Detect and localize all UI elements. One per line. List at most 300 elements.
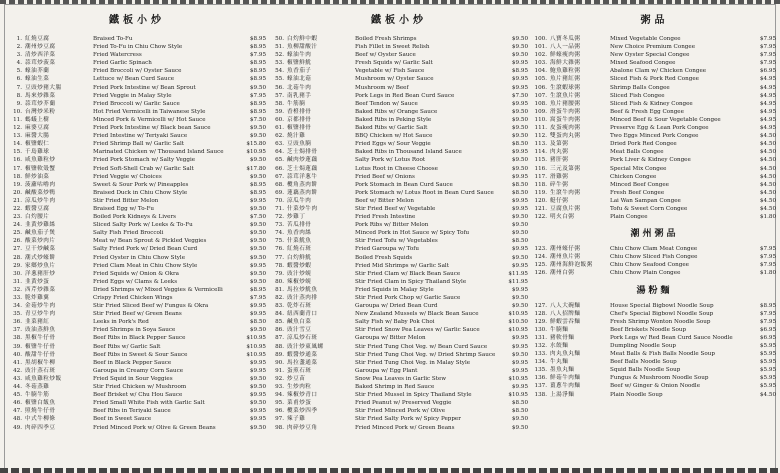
menu-item-price: $9.95: [511, 173, 528, 180]
menu-item-chinese-name: 生滾蝦球粥: [550, 84, 581, 91]
menu-item-chinese-name: 黑椒牛仔骨: [25, 335, 56, 342]
menu-item-english-name: Stir Fried Salty Pork w/ Spicy Pepper: [355, 416, 461, 423]
menu-item-chinese-name: 馬來炒雜菜: [25, 92, 56, 99]
menu-item-chinese-name: 馬拉盞通菜: [287, 359, 318, 366]
menu-item-row: [8, 75, 266, 83]
menu-item-chinese-name: 鮮菇牛肉麵: [550, 375, 581, 382]
menu-item-chinese-name: 鹹魚茄子煲: [25, 230, 56, 237]
menu-item-english-name: New Oyster Special Congee: [610, 52, 690, 59]
menu-item-english-name: Stir Fried Tofu w/ Vegetables: [355, 238, 438, 245]
menu-item-chinese-name: 蝦醬豆腐: [25, 205, 50, 212]
menu-item-row: [8, 140, 266, 148]
menu-item-number: 19.: [13, 181, 22, 188]
menu-item-number: 75.: [275, 238, 284, 245]
menu-item-price: $9.50: [249, 424, 266, 431]
menu-item-price: $10.95: [246, 351, 266, 358]
menu-item-number: 42.: [13, 367, 22, 374]
menu-item-row: [533, 140, 776, 148]
menu-item-number: 121.: [534, 205, 547, 212]
menu-item-row: [533, 358, 776, 366]
menu-item-english-name: Salty Fish Fried Broccoli: [93, 230, 164, 237]
menu-item-price: $9.95: [249, 392, 266, 399]
menu-item-price: $9.50: [249, 246, 266, 253]
menu-item-chinese-name: 墨魚丸麵: [550, 367, 575, 374]
menu-item-row: [533, 35, 776, 43]
menu-item-price: $8.50: [511, 181, 528, 188]
menu-item-number: 38.: [13, 335, 22, 342]
menu-item-chinese-name: 南乳豬手: [287, 92, 312, 99]
menu-item-row: [270, 173, 528, 181]
menu-item-english-name: Beef Brisket w/ Chu Hou Sauce: [93, 392, 183, 399]
menu-item-chinese-name: 豆豉炒豬大腸: [25, 84, 62, 91]
menu-item-row: [533, 156, 776, 164]
menu-item-price: $9.50: [511, 214, 528, 221]
menu-item-row: [8, 100, 266, 108]
menu-item-row: [533, 132, 776, 140]
menu-item-number: 80.: [275, 278, 284, 285]
menu-item-row: [8, 213, 266, 221]
menu-item-english-name: Stir Fried Beef w/ Vegetable: [355, 205, 436, 212]
menu-item-chinese-name: 豆腐魚片粥: [550, 205, 581, 212]
menu-item-chinese-name: 洋葱豬肝炒: [25, 270, 56, 277]
menu-item-row: [8, 92, 266, 100]
menu-item-number: 4.: [16, 60, 22, 67]
menu-item-price: $9.95: [511, 84, 528, 91]
menu-item-price: $10.95: [246, 149, 266, 156]
menu-item-row: [533, 382, 776, 390]
menu-item-number: 120.: [534, 197, 547, 204]
menu-item-row: [270, 197, 528, 205]
menu-item-chinese-name: 魚柳甜酸汁: [287, 44, 318, 51]
menu-item-english-name: BBQ Chicken w/ Hot Sauce: [355, 133, 433, 140]
menu-item-number: 16.: [13, 157, 22, 164]
menu-item-price: $1.80: [759, 214, 776, 221]
menu-item-number: 29.: [13, 262, 22, 269]
menu-item-chinese-name: 潮州蠔仔粥: [550, 246, 581, 253]
menu-item-chinese-name: 紅燒石斑: [287, 246, 312, 253]
menu-item-number: 118.: [534, 181, 547, 188]
menu-item-price: $8.95: [249, 76, 266, 83]
menu-item-row: [270, 221, 528, 229]
menu-item-number: 30.: [13, 270, 22, 277]
menu-item-english-name: Baked Ribs in Peking Style: [355, 116, 432, 123]
menu-item-row: [8, 343, 266, 351]
menu-item-number: 65.: [275, 157, 284, 164]
menu-item-chinese-name: 蒜茸炒菠菜: [25, 60, 56, 67]
menu-item-row: [8, 367, 266, 375]
menu-item-number: 102.: [534, 52, 547, 59]
menu-item-number: 52.: [275, 52, 284, 59]
section-title-congee: 粥品: [640, 15, 669, 26]
menu-item-number: 44.: [13, 384, 22, 391]
menu-item-number: 114.: [534, 149, 547, 156]
menu-item-row: [8, 67, 266, 75]
menu-item-price: $8.95: [249, 44, 266, 51]
menu-item-chinese-name: 肉丸魚丸麵: [550, 351, 581, 358]
menu-item-number: 51.: [275, 44, 284, 51]
menu-item-price: $7.95: [249, 92, 266, 99]
menu-item-english-name: Beef in Sweet Sauce: [93, 416, 152, 423]
menu-item-number: 14.: [13, 141, 22, 148]
menu-item-english-name: Beef Ribs in Teriyaki Sauce: [93, 408, 171, 415]
menu-item-english-name: Fresh Squids w/ Garlic Salt: [355, 60, 433, 67]
menu-item-price: $10.95: [508, 375, 528, 382]
menu-item-number: 15.: [13, 149, 22, 156]
menu-item-number: 116.: [534, 165, 547, 172]
menu-item-row: [270, 351, 528, 359]
menu-item-number: 87.: [275, 335, 284, 342]
menu-item-number: 84.: [275, 311, 284, 318]
menu-item-english-name: Pork Legs w/ Red Bean Curd Sauce Noodle: [610, 334, 733, 341]
menu-item-english-name: Meat Balls Congee: [610, 149, 664, 156]
menu-item-chinese-name: 炒雞丁: [287, 214, 306, 221]
menu-item-number: 81.: [275, 286, 284, 293]
menu-item-chinese-name: 碎牛粥: [550, 181, 569, 188]
menu-item-english-name: Chicken Congee: [610, 173, 657, 180]
menu-item-english-name: Fried Veggie in Malay Style: [93, 92, 172, 99]
menu-item-row: [270, 124, 528, 132]
menu-item-price: $7.95: [759, 262, 776, 269]
menu-item-number: 123.: [534, 246, 547, 253]
menu-item-price: $7.95: [759, 44, 776, 51]
menu-item-english-name: Garoupa w/ Bitter Melon: [355, 335, 426, 342]
menu-item-english-name: Sliced Fish & Kidney Congee: [610, 100, 693, 107]
menu-item-price: $4.50: [759, 141, 776, 148]
menu-item-english-name: Meat w/ Bean Sprout & Pickled Veggies: [93, 238, 207, 245]
menu-item-row: [270, 84, 528, 92]
menu-item-english-name: Hot Fried Vermicelli in Taiwanese Style: [93, 108, 206, 115]
menu-item-number: 108.: [534, 100, 547, 107]
menu-item-row: [270, 326, 528, 334]
menu-item-number: 95.: [275, 400, 284, 407]
menu-item-english-name: Minced Beef & Sour Vegetable Congee: [610, 116, 721, 123]
menu-item-price: $9.95: [511, 367, 528, 374]
menu-item-number: 98.: [275, 424, 284, 431]
menu-item-english-name: Mixed Seafood Congee: [610, 60, 676, 67]
menu-item-number: 74.: [275, 230, 284, 237]
menu-item-english-name: Fried Oyster in Chiu Chow Style: [93, 254, 186, 261]
menu-item-price: $9.95: [511, 384, 528, 391]
menu-item-row: [533, 366, 776, 374]
menu-item-row: [270, 51, 528, 59]
menu-item-number: 97.: [275, 416, 284, 423]
menu-item-english-name: Beef w/ Oyster Sauce: [355, 52, 416, 59]
menu-item-number: 18.: [13, 173, 22, 180]
menu-item-english-name: Plain Noodle Soup: [610, 391, 663, 398]
menu-item-chinese-name: 白灼鮮魷: [287, 254, 312, 261]
menu-item-price: $9.95: [511, 286, 528, 293]
menu-item-chinese-name: 生滾牛肉粥: [550, 189, 581, 196]
menu-item-english-name: Stir Fried Snow Pea Leaves w/ Garlic Sauce: [355, 327, 480, 334]
menu-item-chinese-name: 脆炸雞翼: [25, 295, 50, 301]
menu-item-english-name: Mushroom w/ Beef: [355, 84, 409, 91]
menu-item-price: $4.50: [759, 197, 776, 204]
menu-item-row: [533, 165, 776, 173]
menu-item-chinese-name: 明火白粥: [550, 214, 575, 221]
menu-item-price: $4.50: [759, 157, 776, 164]
menu-item-number: 66.: [275, 165, 284, 172]
menu-item-chinese-name: 豆豉魚腩: [287, 141, 312, 148]
menu-item-number: 93.: [275, 384, 284, 391]
menu-item-english-name: Boiled Pork Kidneys & Livers: [93, 214, 177, 221]
menu-item-english-name: Chef's Special Bigbowl Noodle Soup: [610, 310, 714, 317]
menu-item-english-name: Two Eggs Minced Pork Congee: [610, 133, 699, 140]
menu-item-price: $9.95: [511, 100, 528, 107]
menu-item-chinese-name: 豉汁蒸石斑: [25, 367, 56, 374]
menu-item-english-name: Shrimp Balls Congee: [610, 84, 670, 91]
menu-item-price: $10.95: [508, 327, 528, 334]
menu-item-english-name: Marinated Chicken w/ Thousand Island Sauce: [93, 149, 224, 156]
menu-item-chinese-name: 蒜茸洋葱牛: [287, 173, 318, 180]
menu-item-english-name: Snow Pea Leaves in Garlic Stew: [355, 375, 447, 382]
menu-item-chinese-name: 三元及第粥: [550, 165, 581, 172]
menu-item-row: [533, 334, 776, 342]
menu-item-row: [8, 278, 266, 286]
menu-item-english-name: Pork Legs in Red Bean Curd Sauce: [355, 92, 455, 99]
menu-item-price: $5.95: [759, 359, 776, 366]
menu-item-row: [8, 35, 266, 43]
menu-item-price: $9.50: [511, 116, 528, 123]
menu-item-chinese-name: 椒鹽牛仔骨: [25, 343, 56, 350]
menu-item-english-name: Fried Eggs w/ Sour Veggie: [355, 141, 431, 148]
menu-item-price: $8.50: [511, 238, 528, 245]
menu-item-english-name: Baked Shrimp in Red Sauce: [355, 384, 435, 391]
menu-item-english-name: Garoupa w/ Dried Bean Curd: [355, 303, 438, 310]
menu-item-row: [533, 116, 776, 124]
menu-item-english-name: Sweet & Sour Pork w/ Pineapples: [93, 181, 189, 188]
menu-item-chinese-name: 鮮蠔瘦肉粥: [550, 52, 581, 59]
menu-item-number: 109.: [534, 108, 547, 115]
menu-item-chinese-name: 炒豆苗: [287, 375, 306, 382]
menu-item-chinese-name: 滑雞粥: [550, 173, 569, 180]
menu-item-price: $8.50: [511, 408, 528, 415]
menu-item-number: 12.: [13, 125, 22, 132]
menu-item-row: [533, 342, 776, 350]
menu-item-number: 133.: [534, 351, 547, 358]
menu-item-chinese-name: 八人招牌麵: [550, 310, 581, 317]
menu-item-row: [270, 424, 528, 432]
menu-item-price: $9.50: [249, 125, 266, 132]
menu-item-number: 8.: [16, 92, 22, 99]
menu-item-price: $17.80: [246, 165, 266, 172]
menu-item-number: 26.: [13, 238, 22, 245]
menu-item-number: 69.: [275, 189, 284, 196]
menu-item-price: $9.50: [511, 165, 528, 172]
menu-item-chinese-name: 什菜炒牛肉: [287, 205, 318, 212]
menu-item-chinese-name: 鹹肉炒蓮藕: [287, 157, 318, 164]
menu-item-price: $8.50: [511, 400, 528, 407]
menu-item-english-name: Fried Shrimps in Soya Sauce: [93, 327, 176, 334]
menu-item-chinese-name: 鮑魚雞粒粥: [550, 68, 581, 75]
menu-item-number: 20.: [13, 189, 22, 196]
menu-item-row: [8, 148, 266, 156]
menu-item-number: 82.: [275, 295, 284, 301]
menu-item-chinese-name: 豬肝粥: [550, 157, 569, 164]
menu-item-row: [8, 229, 266, 237]
menu-item-price: $7.95: [249, 52, 266, 59]
menu-item-row: [8, 189, 266, 197]
menu-item-chinese-name: 窩蛋牛肉粥: [550, 116, 581, 123]
menu-item-english-name: Fried Mid Shrimps w/ Garlic Salt: [355, 262, 449, 269]
menu-item-number: 126.: [534, 270, 547, 277]
menu-item-price: $4.95: [759, 116, 776, 123]
menu-item-number: 129.: [534, 318, 547, 325]
menu-item-price: $9.50: [249, 84, 266, 91]
menu-item-english-name: Mushroom w/ Oyster Sauce: [355, 76, 434, 83]
menu-item-chinese-name: 魚香茄子: [287, 68, 312, 75]
menu-item-row: [8, 391, 266, 399]
menu-item-price: $5.95: [759, 343, 776, 349]
menu-item-row: [270, 67, 528, 75]
menu-item-number: 124.: [534, 254, 547, 261]
menu-item-english-name: Pork Ribs w/ Bitter Melon: [355, 222, 429, 229]
menu-item-chinese-name: 海鮮大雜粥: [550, 60, 581, 67]
menu-item-english-name: Stir Fried Tung Choi Veg. w/ Bean Curd Sauce: [355, 343, 488, 350]
bottom-border-stripe: [0, 468, 780, 473]
menu-item-price: $9.95: [249, 303, 266, 310]
menu-item-english-name: Lettuce w/ Bean Curd Sauce: [93, 76, 175, 83]
menu-item-price: $4.50: [759, 165, 776, 172]
menu-item-number: 24.: [13, 222, 22, 229]
menu-item-price: $9.50: [249, 157, 266, 164]
menu-item-chinese-name: 蝦醬炒蝦: [287, 262, 312, 269]
menu-item-chinese-name: 及第粥: [550, 141, 569, 148]
menu-item-number: 71.: [275, 205, 284, 212]
menu-item-price: $9.95: [249, 367, 266, 374]
menu-item-english-name: Squid Balls Noodle Soup: [610, 367, 681, 374]
menu-item-number: 10.: [13, 108, 22, 115]
menu-item-price: $7.95: [759, 246, 776, 253]
menu-item-price: $5.95: [759, 367, 776, 374]
menu-item-chinese-name: 肉碎四季豆: [25, 424, 56, 431]
menu-item-number: 127.: [534, 302, 547, 309]
menu-item-row: [270, 116, 528, 124]
menu-item-row: [270, 237, 528, 245]
menu-item-chinese-name: 八寶冬瓜粥: [550, 36, 581, 42]
menu-item-number: 88.: [275, 343, 284, 350]
menu-item-row: [270, 391, 528, 399]
menu-item-number: 62.: [275, 133, 284, 140]
menu-item-price: $4.95: [759, 76, 776, 83]
menu-item-chinese-name: 鮮炒油菜: [25, 173, 50, 180]
menu-item-english-name: Stir Fried Beef w/ Green Beans: [93, 311, 182, 318]
menu-item-price: $6.95: [759, 326, 776, 333]
menu-item-english-name: Lotus Root in Cheese Choose: [355, 165, 438, 172]
menu-item-price: $4.50: [759, 205, 776, 212]
menu-item-row: [270, 375, 528, 383]
menu-item-english-name: Minced Pork in Hot Sauce w/ Spicy Tofu: [355, 230, 470, 237]
menu-item-price: $9.50: [249, 327, 266, 334]
menu-item-price: $9.95: [511, 149, 528, 156]
menu-column-3: [533, 14, 776, 399]
menu-item-row: [8, 221, 266, 229]
menu-item-chinese-name: 豆干炒鹹菜: [25, 246, 56, 253]
menu-item-row: [270, 92, 528, 100]
menu-item-row: [270, 108, 528, 116]
menu-item-row: [8, 108, 266, 116]
menu-item-price: $9.50: [511, 230, 528, 237]
menu-item-row: [8, 84, 266, 92]
menu-item-row: [8, 375, 266, 383]
menu-item-chinese-name: 生炒肉粒: [287, 384, 312, 391]
menu-item-number: 101.: [534, 44, 547, 51]
menu-item-number: 131.: [534, 334, 547, 341]
menu-item-row: [533, 43, 776, 51]
menu-item-row: [270, 181, 528, 189]
menu-item-number: 125.: [534, 262, 547, 269]
menu-item-chinese-name: 豉汁炒蜆: [287, 270, 312, 277]
menu-item-row: [533, 67, 776, 75]
menu-item-price: $8.95: [249, 100, 266, 107]
menu-item-row: [8, 132, 266, 140]
menu-item-row: [533, 261, 776, 269]
menu-item-chinese-name: 燒汁雞: [287, 133, 306, 140]
menu-item-chinese-name: 芝士焗排骨: [287, 149, 318, 156]
menu-item-number: 135.: [534, 367, 547, 374]
menu-item-number: 45.: [13, 392, 22, 399]
menu-item-number: 5.: [16, 68, 22, 75]
menu-item-row: [270, 310, 528, 318]
menu-item-row: [533, 84, 776, 92]
menu-item-chinese-name: 薑蔥牛肉麵: [550, 383, 581, 390]
menu-item-row: [8, 424, 266, 432]
menu-item-number: 28.: [13, 254, 22, 261]
menu-item-chinese-name: 艇仔粥: [550, 197, 569, 204]
menu-item-price: $7.50: [249, 116, 266, 123]
menu-item-row: [8, 326, 266, 334]
menu-item-price: $4.95: [759, 100, 776, 107]
menu-item-number: 128.: [534, 310, 547, 317]
menu-item-chinese-name: 牛腩麵: [550, 326, 569, 333]
menu-item-english-name: Stir Fried Mussel in Spicy Thailand Style: [355, 392, 472, 399]
menu-item-price: $11.95: [508, 270, 528, 277]
menu-item-english-name: Stir Fried Pork Chop w/ Garlic Sauce: [355, 295, 461, 301]
menu-item-row: [8, 334, 266, 342]
menu-item-chinese-name: 蒜茸炒芥蘭: [25, 100, 56, 107]
menu-item-english-name: Boiled Fresh Squids: [355, 254, 413, 261]
menu-item-chinese-name: 八人一品粥: [550, 44, 581, 51]
menu-item-english-name: Braised Egg w/ To-Fu: [93, 205, 154, 212]
menu-item-english-name: Dumpling Noodle Soup: [610, 343, 676, 349]
menu-item-english-name: Fried Soft-Shell Crab w/ Garlic Salt: [93, 165, 194, 172]
menu-item-number: 49.: [13, 424, 22, 431]
menu-item-english-name: Fried Squid in Sour Veggies: [93, 375, 173, 382]
menu-item-english-name: House Special Bigbowl Noodle Soup: [610, 302, 714, 309]
menu-item-price: $9.95: [511, 262, 528, 269]
menu-item-row: [270, 334, 528, 342]
menu-item-chinese-name: 椒鹽鮮魷: [287, 60, 312, 67]
menu-item-chinese-name: 辣椒炒青口: [287, 392, 318, 399]
menu-item-chinese-name: 魚片豬紅粥: [550, 76, 581, 83]
menu-item-row: [270, 270, 528, 278]
menu-item-row: [270, 75, 528, 83]
menu-item-row: [8, 254, 266, 262]
menu-item-number: 91.: [275, 367, 284, 374]
menu-item-number: 70.: [275, 197, 284, 204]
menu-item-price: $9.50: [249, 270, 266, 277]
menu-item-english-name: Beef Briskets Noodle Soup: [610, 326, 687, 333]
menu-list: [533, 35, 776, 221]
menu-item-english-name: Plain Congee: [610, 214, 648, 221]
menu-item-chinese-name: 白灼鮮中蝦: [287, 36, 318, 42]
menu-item-english-name: Fried Intestine w/ Teriyaki Sauce: [93, 133, 188, 140]
menu-item-price: $6.95: [759, 334, 776, 341]
menu-item-chinese-name: 咸魚雞粒炒: [25, 157, 56, 164]
menu-item-row: [8, 270, 266, 278]
menu-item-row: [270, 100, 528, 108]
menu-item-number: 27.: [13, 246, 22, 253]
menu-item-row: [270, 140, 528, 148]
